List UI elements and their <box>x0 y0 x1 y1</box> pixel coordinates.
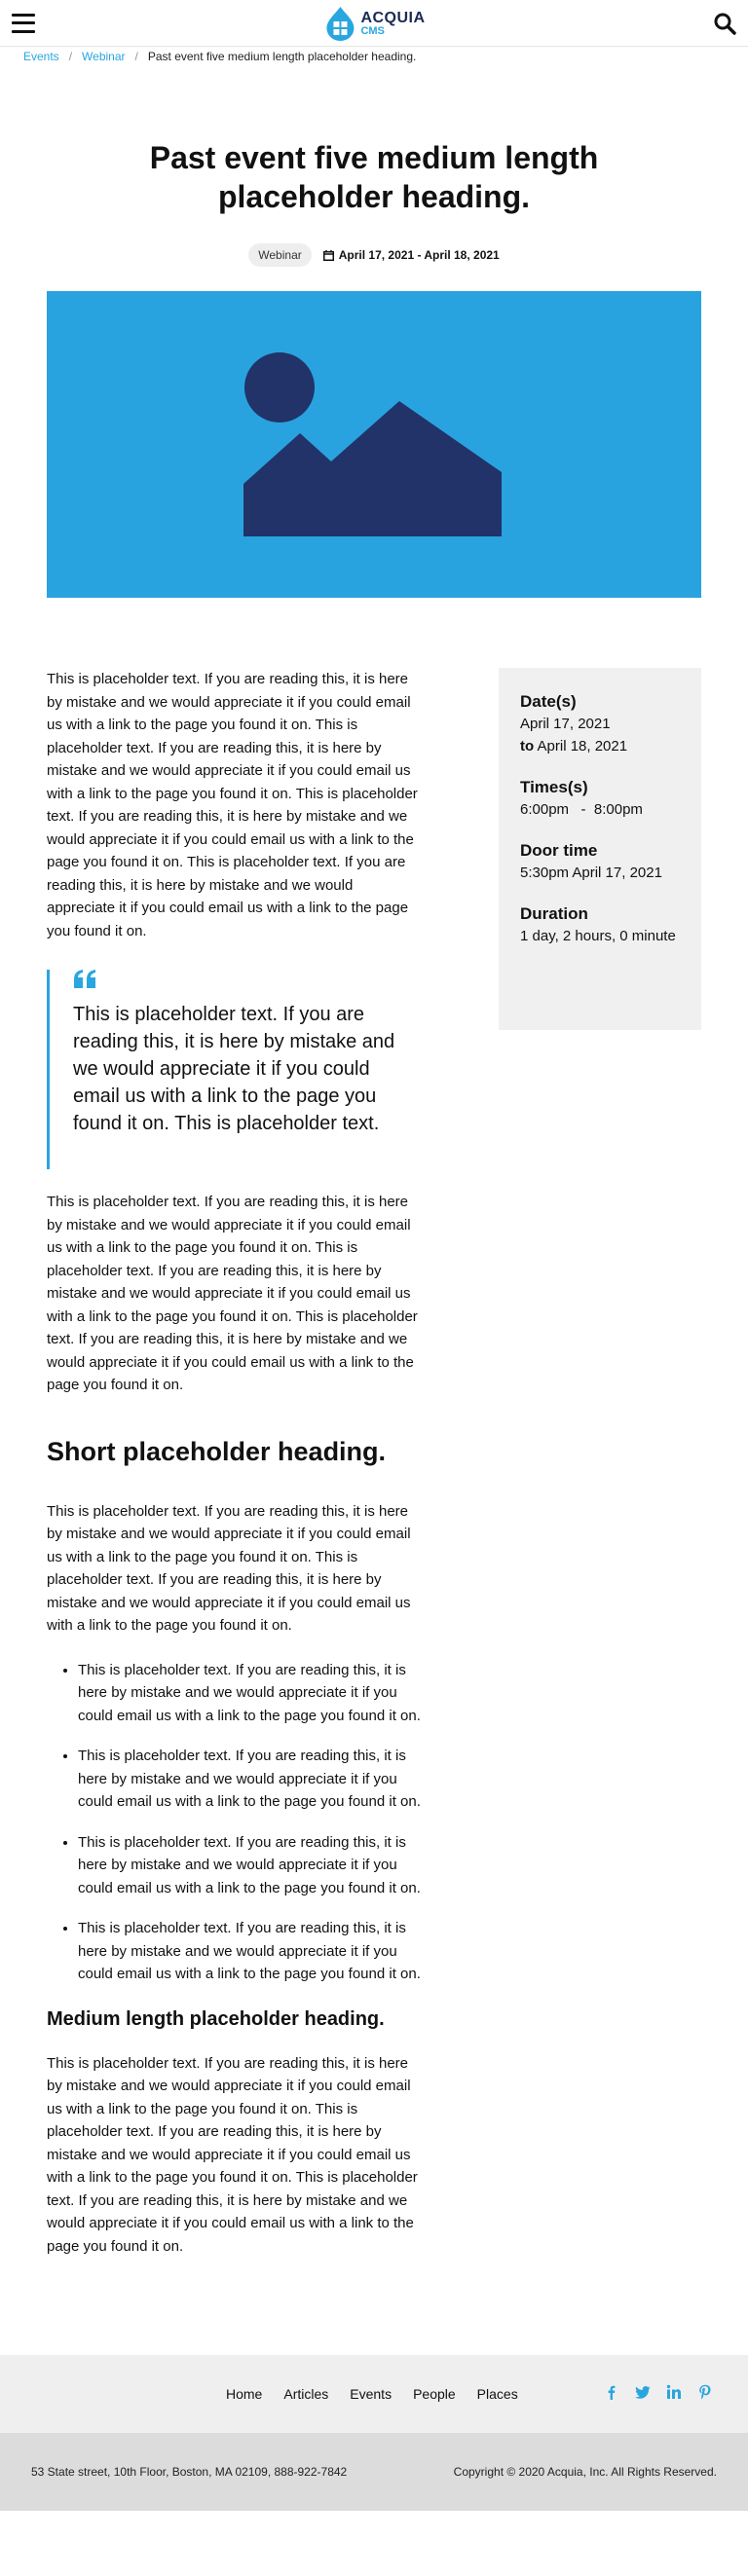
time-end: 8:00pm <box>593 801 643 818</box>
pinterest-icon[interactable] <box>697 2384 713 2400</box>
twitter-icon[interactable] <box>635 2384 651 2400</box>
list-item: • This is placeholder text. If you are reading this, it is here by mistake and we would appreciate it if you could email us with a link to the page you found it on. <box>78 1917 421 1986</box>
list-item: • This is placeholder text. If you are reading this, it is here by mistake and we would appreciate it if you could email us with a link to the page you found it on. <box>78 1745 421 1814</box>
blockquote <box>47 970 421 1169</box>
duration-block <box>520 903 680 947</box>
menu-icon[interactable] <box>12 14 35 33</box>
footer-bottom <box>0 2433 748 2511</box>
event-meta <box>0 243 748 267</box>
page-title: Past event five medium length placeholder heading. <box>149 140 599 214</box>
footer-link-events[interactable]: Events <box>350 2386 393 2402</box>
quote-text: This is placeholder text. If you are reading this, it is here by mistake and we would appreciate it if you could email us with a link to the page you found it on. This is placeholder text. <box>73 1004 395 1134</box>
event-date-range <box>323 248 500 262</box>
event-date-text: April 17, 2021 - April 18, 2021 <box>338 248 500 262</box>
body-paragraph: This is placeholder text. If you are reading this, it is here by mistake and we would appreciate it if you could email us with a link to the page you found it on. This is placeholder text. If you are reading this, it is here by mistake and we would appreciate it if you could email us with a link to the page you found it on. This is placeholder text. If you are reading this, it is here by mistake and we would appreciate it if you could email us with a link to the page you found it on. This is placeholder text. If you are reading this, it is here by mistake and we would appreciate it if you could email us with a link to the page you found it on. <box>47 671 418 939</box>
search-icon[interactable] <box>713 12 736 35</box>
body-paragraph: This is placeholder text. If you are reading this, it is here by mistake and we would appreciate it if you could email us with a link to the page you found it on. This is placeholder text. If you are reading this, it is here by mistake and we would appreciate it if you could email us with a link to the page you found it on. This is placeholder text. If you are reading this, it is here by mistake and we would appreciate it if you could email us with a link to the page you found it on. <box>47 1194 418 1393</box>
footer-link-places[interactable]: Places <box>476 2386 518 2402</box>
footer-copyright: Copyright © 2020 Acquia, Inc. All Rights Reserved. <box>453 2465 717 2479</box>
date-end: April 18, 2021 <box>537 738 628 754</box>
subsection-heading: Medium length placeholder heading. <box>47 2007 385 2030</box>
site-footer <box>0 2355 748 2511</box>
section-heading: Short placeholder heading. <box>47 1436 387 1466</box>
site-logo[interactable] <box>322 5 425 42</box>
door-time-label: Door time <box>520 841 598 860</box>
hero-image-placeholder <box>47 291 701 598</box>
body-paragraph: This is placeholder text. If you are reading this, it is here by mistake and we would appreciate it if you could email us with a link to the page you found it on. This is placeholder text. If you are reading this, it is here by mistake and we would appreciate it if you could email us with a link to the page you found it on. <box>47 1502 411 1634</box>
site-header <box>0 0 748 47</box>
calendar-icon <box>323 250 334 261</box>
door-time-value: 5:30pm April 17, 2021 <box>520 865 662 881</box>
time-start: 6:00pm <box>520 801 570 818</box>
logo-wordmark <box>360 11 425 37</box>
footer-nav <box>0 2355 748 2433</box>
breadcrumb-link-webinar[interactable]: Webinar <box>82 50 126 63</box>
event-type-badge[interactable]: Webinar <box>248 243 311 267</box>
body-paragraph: This is placeholder text. If you are reading this, it is here by mistake and we would appreciate it if you could email us with a link to the page you found it on. This is placeholder text. If you are reading this, it is here by mistake and we would appreciate it if you could email us with a link to the page you found it on. This is placeholder text. If you are reading this, it is here by mistake and we would appreciate it if you could email us with a link to the page you found it on. <box>47 2054 418 2255</box>
dates-label: Date(s) <box>520 692 577 711</box>
footer-address: 53 State street, 10th Floor, Boston, MA 02109, 888-922-7842 <box>31 2465 348 2479</box>
event-details-sidebar <box>499 668 701 1030</box>
breadcrumb-current: Past event five medium length placeholder heading. <box>147 50 417 63</box>
time-range: 6:00pm - 8:00pm <box>520 801 643 818</box>
image-placeholder-icon <box>243 351 502 536</box>
times-label: Times(s) <box>520 778 588 796</box>
times-block <box>520 777 680 821</box>
duration-label: Duration <box>520 904 588 923</box>
acquia-drop-icon <box>322 5 357 42</box>
content-area <box>0 668 748 2258</box>
facebook-icon[interactable] <box>604 2384 619 2400</box>
to-word: to <box>520 738 535 754</box>
door-time-block <box>520 840 680 884</box>
breadcrumb-separator: / <box>68 50 73 63</box>
breadcrumb-separator: / <box>134 50 138 63</box>
linkedin-icon[interactable] <box>666 2384 682 2400</box>
social-links <box>604 2384 713 2400</box>
bullet-list <box>47 1659 421 1986</box>
breadcrumb <box>0 45 748 68</box>
duration-value: 1 day, 2 hours, 0 minute <box>520 928 676 944</box>
date-start: April 17, 2021 <box>520 716 611 732</box>
footer-link-home[interactable]: Home <box>226 2386 263 2402</box>
logo-main-text: ACQUIA <box>360 9 426 26</box>
main-content <box>47 668 421 2258</box>
list-item: • This is placeholder text. If you are reading this, it is here by mistake and we would appreciate it if you could email us with a link to the page you found it on. <box>78 1659 421 1728</box>
breadcrumb-link-events[interactable]: Events <box>23 50 59 63</box>
footer-link-articles[interactable]: Articles <box>283 2386 329 2402</box>
footer-link-people[interactable]: People <box>413 2386 456 2402</box>
logo-sub-text: CMS <box>360 24 385 37</box>
dates-block <box>520 691 680 757</box>
footer-links <box>226 2386 518 2402</box>
date-end-row <box>520 735 680 757</box>
quote-icon <box>73 970 96 989</box>
list-item: • This is placeholder text. If you are reading this, it is here by mistake and we would appreciate it if you could email us with a link to the page you found it on. <box>78 1831 421 1900</box>
